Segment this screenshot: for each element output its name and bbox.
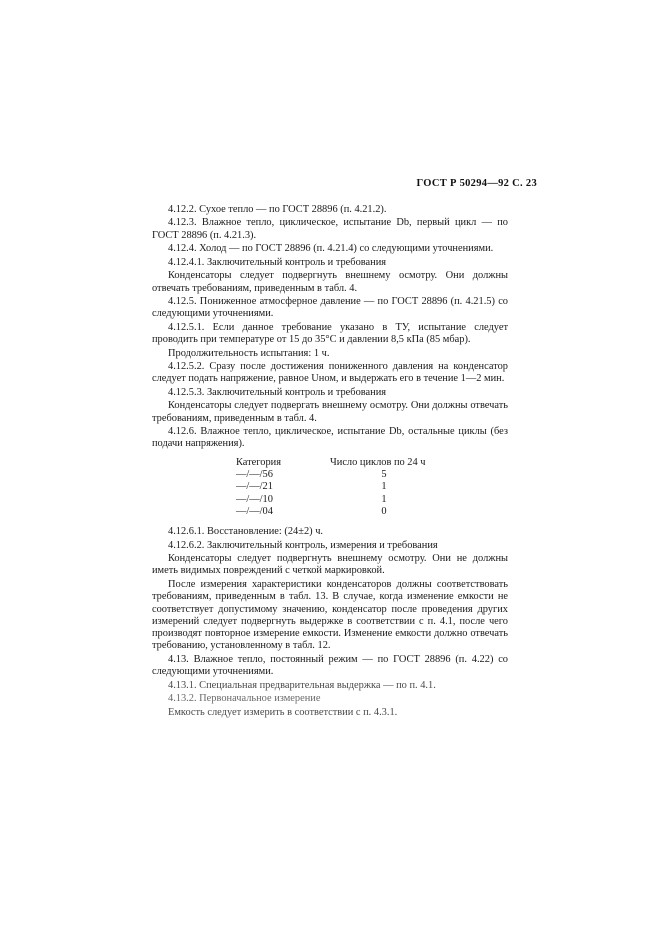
table-cell-cycles: 1 (381, 481, 387, 493)
table-row (236, 494, 456, 506)
table-row (236, 506, 456, 518)
paragraph: 4.12.5.1. Если данное требование указано в ТУ, испытание следует проводить при температуре от 15 до 35°С и давлении 8,5 кПа (85 мбар). (152, 321, 508, 346)
table-header-row (236, 457, 456, 469)
paragraph: Конденсаторы следует подвергнуть внешнему осмотру. Они не должны иметь видимых повреждений с четкой маркировкой. (152, 553, 508, 577)
paragraph: Емкость следует измерить в соответствии с п. 4.3.1. (168, 706, 398, 718)
paragraph: 4.12.3. Влажное тепло, циклическое, испытание Db, первый цикл — по ГОСТ 28896 (п. 4.21.3). (152, 217, 508, 241)
paragraph: Продолжительность испытания: 1 ч. (168, 347, 330, 359)
paragraph: 4.12.6. Влажное тепло, циклическое, испытание Db, остальные циклы (без подачи напряжения). (152, 426, 508, 450)
paragraph: 4.12.4.1. Заключительный контроль и требования (168, 256, 387, 268)
table-row (236, 469, 456, 481)
table-cell-category: —/—/56 (236, 469, 273, 480)
table-row (236, 481, 456, 493)
paragraph: Конденсаторы следует подвергать внешнему осмотру. Они должны отвечать требованиям, приведенным в табл. 4. (152, 400, 508, 424)
table-cell-cycles: 5 (381, 469, 387, 480)
paragraph: Конденсаторы следует подвергнуть внешнему осмотру. Они должны отвечать требованиям, приведенным в табл. 4. (152, 270, 508, 294)
table-cell-category: —/—/21 (236, 481, 273, 493)
paragraph: 4.12.2. Сухое тепло — по ГОСТ 28896 (п. 4.21.2). (168, 204, 387, 215)
paragraph: 4.12.5.2. Сразу после достижения пониженного давления на конденсатор следует подать напряжение, равное Uном, и выдержать его в течение 1—2 мин. (152, 361, 508, 385)
paragraph: 4.12.5. Пониженное атмосферное давление — по ГОСТ 28896 (п. 4.21.5) со следующими уточнениями. (152, 296, 508, 320)
paragraph: После измерения характеристики конденсаторов должны соответствовать требованиям, приведенным в табл. 13. В случае, когда изменение емкости не соответствует допустимому значению, конденсатор после проведения других измерений следует подвергнуть выдержке в соответствии с п. 4.1, после чего производят повторное измерение емкости. Изменение емкости должно отвечать требованию, установленному в табл. 12. (152, 578, 508, 652)
paragraph: 4.12.4. Холод — по ГОСТ 28896 (п. 4.21.4) со следующими уточнениями. (168, 243, 494, 255)
table-cell-category: —/—/10 (236, 493, 273, 505)
paragraph: 4.12.6.2. Заключительный контроль, измерения и требования (168, 539, 438, 551)
paragraph: 4.12.5.3. Заключительный контроль и требования (168, 386, 387, 398)
paragraph: 4.12.6.1. Восстановление: (24±2) ч. (168, 526, 324, 538)
paragraph: 4.13. Влажное тепло, постоянный режим — по ГОСТ 28896 (п. 4.22) со следующими уточнениями. (152, 653, 508, 678)
paragraph: 4.13.2. Первоначальное измерение (168, 693, 321, 705)
cycles-table (236, 457, 456, 518)
table-cell-category: —/—/04 (236, 505, 273, 517)
paragraph: 4.13.1. Специальная предварительная выдержка — по п. 4.1. (168, 679, 436, 691)
table-header-category: Категория (236, 456, 282, 468)
table-cell-cycles: 1 (381, 493, 387, 505)
document-body (152, 204, 508, 720)
page-header: ГОСТ Р 50294—92 С. 23 (416, 178, 537, 189)
table-cell-cycles: 0 (381, 505, 387, 517)
table-header-cycles: Число циклов по 24 ч (330, 456, 426, 468)
